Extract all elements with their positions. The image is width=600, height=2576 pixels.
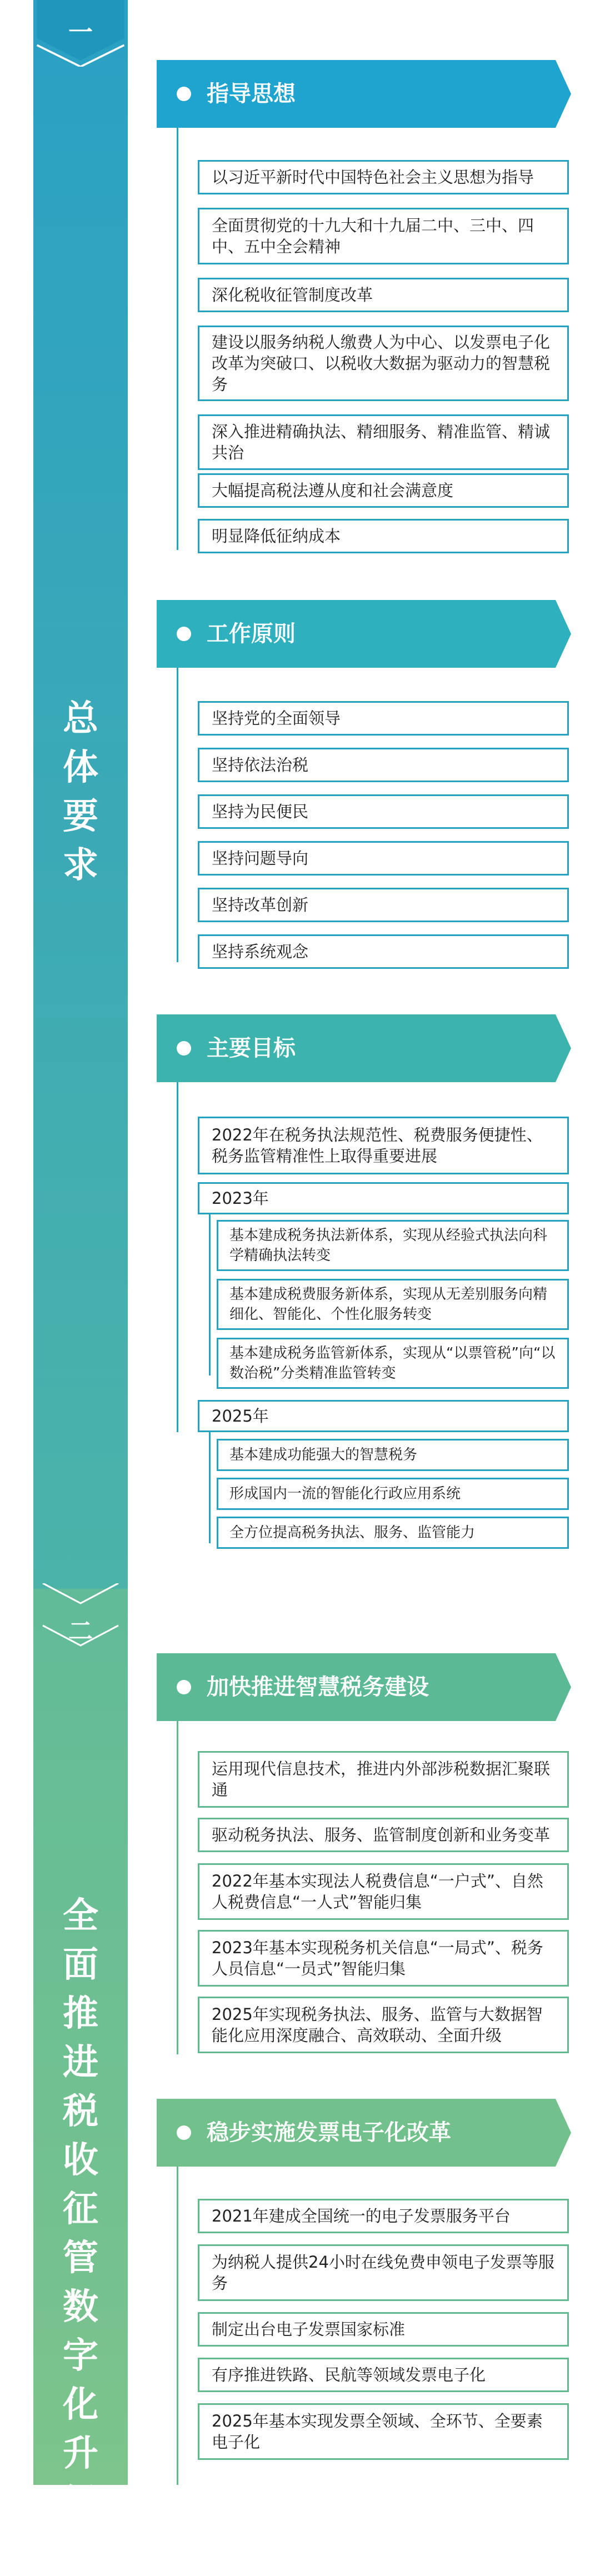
einvoice-item: 2021年建成全国统一的电子发票服务平台 bbox=[198, 2199, 569, 2233]
section-title: 加快推进智慧税务建设 bbox=[207, 1674, 429, 1700]
principle-item: 坚持系统观念 bbox=[198, 934, 569, 969]
guiding-item: 大幅提高税法遵从度和社会满意度 bbox=[198, 473, 569, 508]
guiding-item: 全面贯彻党的十九大和十九届二中、三中、四中、五中全会精神 bbox=[198, 208, 569, 264]
bullet-icon bbox=[177, 2125, 191, 2140]
guiding-item: 明显降低征纳成本 bbox=[198, 519, 569, 553]
section-title: 指导思想 bbox=[207, 81, 296, 107]
connector-line bbox=[177, 668, 178, 962]
smart-tax-item: 2023年基本实现税务机关信息“一局式”、税务人员信息“一员式”智能归集 bbox=[198, 1930, 569, 1987]
goal-2023-label: 2023年 bbox=[198, 1182, 569, 1214]
connector-line bbox=[177, 128, 178, 550]
connector-line bbox=[177, 1721, 178, 2054]
smart-tax-item: 2022年基本实现法人税费信息“一户式”、自然人税费信息“一人式”智能归集 bbox=[198, 1863, 569, 1920]
principle-item: 坚持依法治税 bbox=[198, 748, 569, 782]
guiding-item: 深化税收征管制度改革 bbox=[198, 278, 569, 312]
part-two-title: 全 面 推 进 税 收 征 管 数 字 化 升 级 和 bbox=[63, 1895, 98, 2572]
part-one-number: 一 bbox=[68, 18, 93, 47]
smart-tax-item: 运用现代信息技术，推进内外部涉税数据汇聚联通 bbox=[198, 1751, 569, 1808]
principle-item: 坚持为民便民 bbox=[198, 794, 569, 829]
goal-2023-item: 基本建成税费服务新体系，实现从无差别服务向精细化、智能化、个性化服务转变 bbox=[217, 1279, 569, 1330]
connector-line bbox=[177, 2167, 178, 2485]
section-title: 主要目标 bbox=[207, 1035, 296, 1061]
principle-item: 坚持党的全面领导 bbox=[198, 701, 569, 736]
einvoice-item: 制定出台电子发票国家标准 bbox=[198, 2312, 569, 2347]
goal-2025-item: 形成国内一流的智能化行政应用系统 bbox=[217, 1478, 569, 1510]
goal-2025-item: 全方位提高税务执法、服务、监管能力 bbox=[217, 1517, 569, 1549]
einvoice-item: 有序推进铁路、民航等领域发票电子化 bbox=[198, 2358, 569, 2392]
goal-2023-item: 基本建成税务监管新体系，实现从“以票管税”向“以数治税”分类精准监管转变 bbox=[217, 1338, 569, 1389]
section-title: 稳步实施发票电子化改革 bbox=[207, 2119, 451, 2145]
smart-tax-item: 驱动税务执法、服务、监管制度创新和业务变革 bbox=[198, 1818, 569, 1852]
connector-line bbox=[209, 1432, 211, 1543]
goal-2025-item: 基本建成功能强大的智慧税务 bbox=[217, 1439, 569, 1471]
goal-2023-item: 基本建成税务执法新体系，实现从经验式执法向科学精确执法转变 bbox=[217, 1220, 569, 1271]
principle-item: 坚持问题导向 bbox=[198, 841, 569, 876]
part-one-band bbox=[33, 0, 128, 1589]
goal-2025-label: 2025年 bbox=[198, 1400, 569, 1432]
part-two-band bbox=[33, 1589, 128, 2572]
goal-2022: 2022年在税务执法规范性、税费服务便捷性、税务监管精准性上取得重要进展 bbox=[198, 1117, 569, 1174]
principle-item: 坚持改革创新 bbox=[198, 888, 569, 922]
section-header-einvoice bbox=[157, 2099, 571, 2167]
guiding-item: 深入推进精确执法、精细服务、精准监管、精诚共治 bbox=[198, 414, 569, 470]
section-header-goals bbox=[157, 1014, 571, 1082]
bullet-icon bbox=[177, 1680, 191, 1694]
smart-tax-item: 2025年实现税务执法、服务、监管与大数据智能化应用深度融合、高效联动、全面升级 bbox=[198, 1997, 569, 2053]
guiding-item: 建设以服务纳税人缴费人为中心、以发票电子化改革为突破口、以税收大数据为驱动力的智慧税务 bbox=[198, 326, 569, 401]
einvoice-item: 为纳税人提供24小时在线免费申领电子发票等服务 bbox=[198, 2244, 569, 2301]
section-title: 工作原则 bbox=[207, 621, 296, 647]
bullet-icon bbox=[177, 1041, 191, 1056]
section-header-principles bbox=[157, 600, 571, 668]
part-one-title: 总 体 要 求 bbox=[63, 698, 98, 886]
guiding-item: 以习近平新时代中国特色社会主义思想为指导 bbox=[198, 160, 569, 194]
connector-line bbox=[177, 1082, 178, 1432]
einvoice-item: 2025年基本实现发票全领域、全环节、全要素电子化 bbox=[198, 2403, 569, 2460]
section-header-guiding bbox=[157, 60, 571, 128]
section-header-smart-tax bbox=[157, 1653, 571, 1721]
bullet-icon bbox=[177, 627, 191, 641]
bullet-icon bbox=[177, 87, 191, 101]
part-two-number: 二 bbox=[68, 1617, 93, 1645]
connector-line bbox=[209, 1214, 211, 1375]
